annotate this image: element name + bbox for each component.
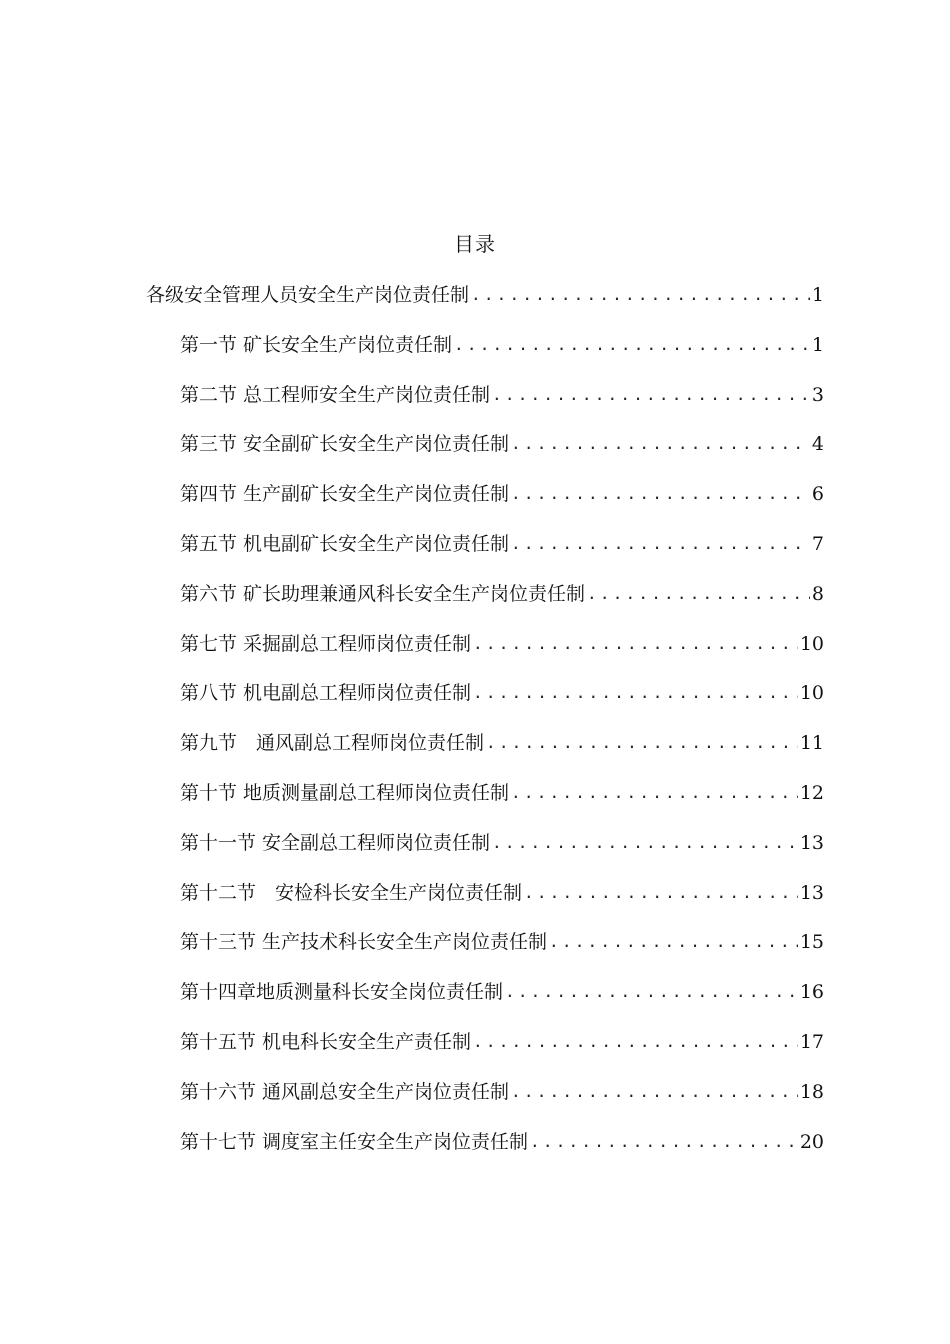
toc-entry-text: 第七节 采掘副总工程师岗位责任制 bbox=[180, 632, 472, 655]
toc-entry[interactable] bbox=[0, 826, 824, 876]
toc-entry-page-number: 20 bbox=[799, 1130, 824, 1153]
toc-entry-text: 第四节 生产副矿长安全生产岗位责任制 bbox=[180, 483, 510, 506]
toc-entry[interactable] bbox=[0, 378, 824, 428]
toc-entry-text: 第十节 地质测量副总工程师岗位责任制 bbox=[180, 781, 510, 804]
toc-dot-leader bbox=[492, 378, 810, 412]
toc-entry-page-number: 13 bbox=[799, 881, 824, 904]
toc-dot-leader bbox=[530, 1125, 798, 1159]
toc-entry[interactable] bbox=[0, 676, 824, 726]
toc-entry-text: 第三节 安全副矿长安全生产岗位责任制 bbox=[180, 433, 510, 456]
toc-dot-leader bbox=[473, 627, 798, 661]
toc-title: 目录 bbox=[454, 232, 496, 256]
toc-entry[interactable] bbox=[0, 876, 824, 926]
toc-entry[interactable] bbox=[0, 427, 824, 477]
toc-dot-leader bbox=[486, 726, 798, 760]
toc-list bbox=[0, 278, 950, 1174]
toc-entry[interactable] bbox=[0, 1075, 824, 1125]
toc-dot-leader bbox=[511, 477, 810, 511]
toc-entry[interactable] bbox=[0, 527, 824, 577]
toc-entry[interactable] bbox=[0, 278, 824, 328]
toc-entry-text: 第九节 通风副总工程师岗位责任制 bbox=[180, 732, 485, 755]
toc-entry[interactable] bbox=[0, 577, 824, 627]
toc-entry-text: 第十三节 生产技术科长安全生产岗位责任制 bbox=[180, 931, 548, 954]
toc-entry-text: 第十四章地质测量科长安全岗位责任制 bbox=[180, 981, 504, 1004]
toc-entry-page-number: 11 bbox=[799, 732, 824, 755]
toc-entry-text: 第十一节 安全副总工程师岗位责任制 bbox=[180, 831, 491, 854]
toc-dot-leader bbox=[473, 676, 798, 710]
toc-entry-text: 第十五节 机电科长安全生产责任制 bbox=[180, 1030, 472, 1053]
toc-dot-leader bbox=[471, 278, 810, 312]
toc-entry[interactable] bbox=[0, 726, 824, 776]
toc-entry-text: 各级安全管理人员安全生产岗位责任制 bbox=[146, 284, 470, 306]
toc-entry[interactable] bbox=[0, 975, 824, 1025]
toc-entry[interactable] bbox=[0, 627, 824, 677]
toc-dot-leader bbox=[549, 925, 798, 959]
toc-entry-page-number: 10 bbox=[799, 682, 824, 705]
toc-entry-page-number: 1 bbox=[811, 333, 824, 356]
toc-dot-leader bbox=[511, 527, 810, 561]
toc-entry[interactable] bbox=[0, 1125, 824, 1175]
toc-entry-page-number: 17 bbox=[799, 1030, 824, 1053]
toc-dot-leader bbox=[511, 776, 798, 810]
toc-entry-text: 第十六节 通风副总安全生产岗位责任制 bbox=[180, 1080, 510, 1103]
toc-entry-page-number: 12 bbox=[799, 781, 824, 804]
toc-dot-leader bbox=[511, 1075, 798, 1109]
toc-dot-leader bbox=[492, 826, 798, 860]
toc-entry-text: 第五节 机电副矿长安全生产岗位责任制 bbox=[180, 532, 510, 555]
toc-entry-text: 第六节 矿长助理兼通风科长安全生产岗位责任制 bbox=[180, 582, 586, 605]
toc-entry-page-number: 3 bbox=[811, 383, 824, 406]
toc-entry-page-number: 7 bbox=[811, 532, 824, 555]
toc-entry-page-number: 1 bbox=[811, 284, 824, 306]
toc-entry-text: 第八节 机电副总工程师岗位责任制 bbox=[180, 682, 472, 705]
toc-entry-page-number: 8 bbox=[811, 582, 824, 605]
toc-entry-text: 第二节 总工程师安全生产岗位责任制 bbox=[180, 383, 491, 406]
toc-dot-leader bbox=[524, 876, 798, 910]
toc-dot-leader bbox=[505, 975, 798, 1009]
toc-entry-page-number: 4 bbox=[811, 433, 824, 456]
toc-entry[interactable] bbox=[0, 925, 824, 975]
toc-entry-page-number: 13 bbox=[799, 831, 824, 854]
toc-entry-page-number: 15 bbox=[799, 931, 824, 954]
toc-dot-leader bbox=[454, 328, 810, 362]
toc-entry[interactable] bbox=[0, 328, 824, 378]
toc-entry[interactable] bbox=[0, 776, 824, 826]
toc-entry-page-number: 18 bbox=[799, 1080, 824, 1103]
toc-entry-text: 第十七节 调度室主任安全生产岗位责任制 bbox=[180, 1130, 529, 1153]
toc-entry[interactable] bbox=[0, 1025, 824, 1075]
toc-entry-text: 第一节 矿长安全生产岗位责任制 bbox=[180, 333, 453, 356]
toc-entry-text: 第十二节 安检科长安全生产岗位责任制 bbox=[180, 881, 523, 904]
toc-dot-leader bbox=[473, 1025, 798, 1059]
toc-entry[interactable] bbox=[0, 477, 824, 527]
toc-entry-page-number: 10 bbox=[799, 632, 824, 655]
toc-entry-page-number: 6 bbox=[811, 483, 824, 506]
toc-dot-leader bbox=[587, 577, 810, 611]
toc-dot-leader bbox=[511, 427, 810, 461]
toc-entry-page-number: 16 bbox=[799, 981, 824, 1004]
